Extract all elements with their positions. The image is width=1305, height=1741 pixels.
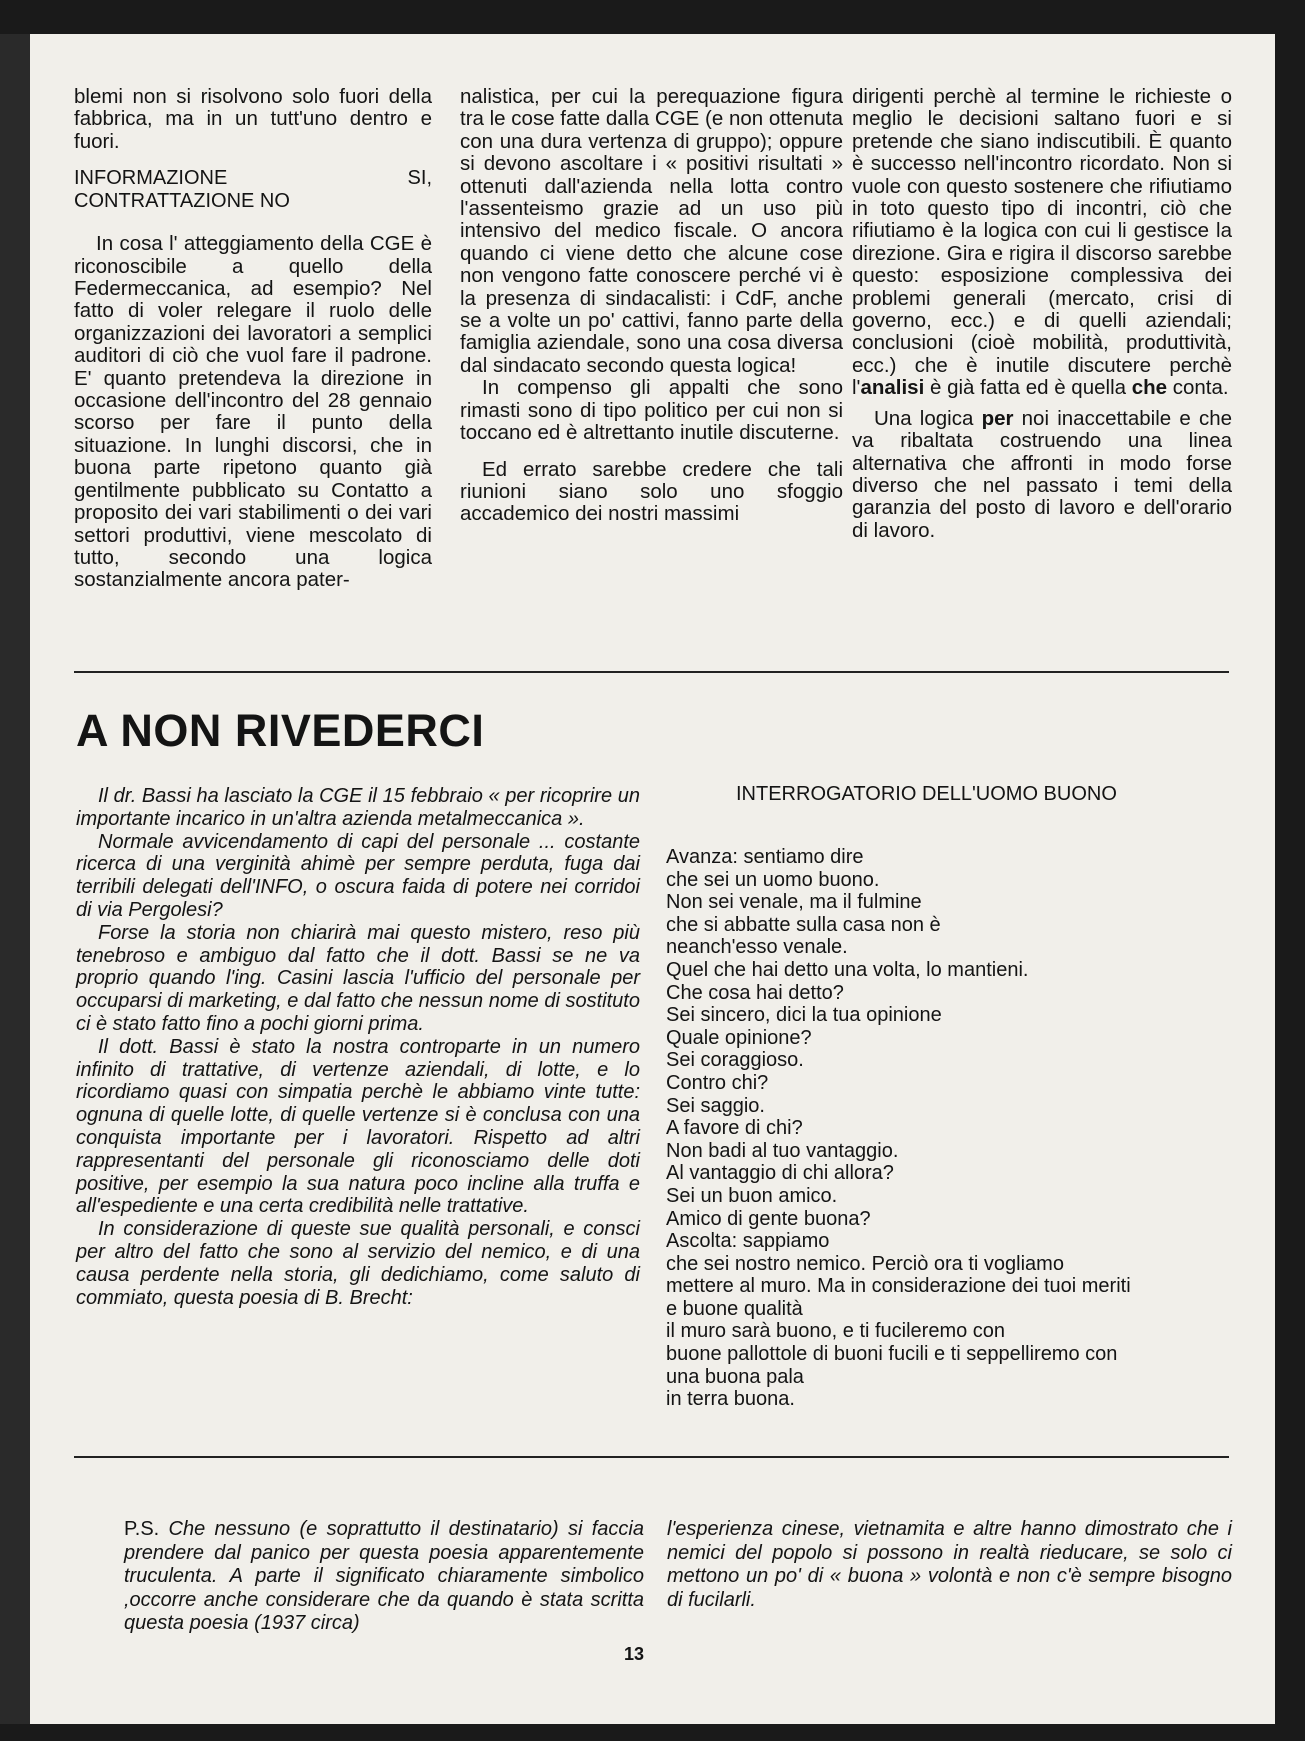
poem-line: neanch'esso venale.: [666, 936, 848, 959]
page-number: 13: [624, 1644, 645, 1664]
poem-line: Che cosa hai detto?: [666, 981, 844, 1004]
text-span: Una logica: [874, 406, 982, 430]
emphasis-text: per: [981, 406, 1014, 430]
section-divider: [74, 1456, 1229, 1458]
poem-line: Amico di gente buona?: [666, 1207, 871, 1230]
text-span: dirigenti perchè al termine le richieste o meglio le decisioni saltano fuori e si pretende che siano indiscutibili. È quanto è successo nell'incontro ricordato. Non si vuole con questo sostenere che rifiutiamo in toto questo tipo di incontri, ciò che rifiutiamo è la logica con cui li gestisce la direzione. Gira e rigira il discorso sarebbe questo: esposizione complessiva dei problemi generali (mercato, crisi di governo, ecc.) e di quelli aziendali; conclusioni (cioè mobilità, produttività, ecc.) che è inutile discutere perchè l': [852, 85, 1232, 400]
poem-line: una buona pala: [666, 1365, 804, 1388]
article-paragraph: Forse la storia non chiarirà mai questo mistero, reso più tenebroso e ambiguo dal fatto che il dott. Bassi se ne va proprio quando l'ing. Casini lascia l'ufficio del personale per occuparsi di marketing, e dal fatto che nessun nome di sostituto ci è stato fatto fino a pochi giorni prima.: [76, 921, 640, 1035]
poem-line: A favore di chi?: [666, 1117, 803, 1140]
poem-line: Ascolta: sappiamo: [666, 1230, 830, 1253]
poem-lines: [666, 846, 1246, 1411]
column-paragraph: Ed errato sarebbe credere che tali riunioni siano solo uno sfoggio accademico dei nostri massimi: [460, 457, 843, 526]
poem-line: Sei sincero, dici la tua opinione: [666, 1004, 942, 1027]
text-span: conta.: [1167, 376, 1229, 400]
postscript-text: Che nessuno (e soprattutto il destinatario) si faccia prendere dal panico per questa poesia apparentemente truculenta. A parte il significato chiaramente simbolico ,occorre anche considerare che da quando è stata scritta questa poesia (1937 circa): [124, 1518, 644, 1634]
poem-line: che sei nostro nemico. Perciò ora ti vogliamo: [666, 1252, 1064, 1275]
article-body: [76, 785, 640, 1309]
poem-line: in terra buona.: [666, 1388, 795, 1411]
poem-line: Quale opinione?: [666, 1026, 812, 1049]
article-paragraph: Il dott. Bassi è stato la nostra controparte in un numero infinito di trattative, di vertenze aziendali, di lotte, e lo ricordiamo quasi con simpatia perchè le abbiamo vinte tutte: ognuna di quelle lotte, di quelle vertenze si è conclusa con una conquista importante per i lavoratori. Rispetto ad altri rappresentanti del personale gli riconosciamo delle doti positive, per esempio la sua natura poco incline alla truffa e all'espediente e una certa credibilità nelle trattative.: [76, 1035, 640, 1218]
poem-line: che si abbatte sulla casa non è: [666, 913, 941, 936]
poem-line: Non sei venale, ma il fulmine: [666, 891, 922, 914]
poem-block: [666, 782, 1246, 1411]
article-title: A NON RIVEDERCI: [76, 705, 485, 756]
poem-line: Sei saggio.: [666, 1094, 765, 1117]
poem-line: buone pallottole di buoni fucili e ti seppelliremo con: [666, 1343, 1118, 1366]
poem-line: Contro chi?: [666, 1071, 769, 1094]
poem-line: il muro sarà buono, e ti fucileremo con: [666, 1320, 1006, 1343]
column-paragraph: nalistica, per cui la perequazione figura tra le cose fatte dalla CGE (e non ottenuta con una dura vertenza di gruppo); oppure si devono ascoltare i « positivi risultati » ottenuti dall'azienda nella lotta contro l'assenteismo grazie ad un uso più intensivo del medico fiscale. O ancora quando ci viene detto che alcune cose non vengono fatte conoscere perché vi è la presenza di sindacalisti: i CdF, anche se a volte un po' cattivi, fanno parte della famiglia aziendale, sono una cosa diversa dal sindacato secondo questa logica!: [460, 85, 843, 377]
column-paragraph: [852, 408, 1232, 542]
poem-line: Non badi al tuo vantaggio.: [666, 1139, 899, 1162]
poem-line: mettere al muro. Ma in considerazione dei tuoi meriti: [666, 1275, 1131, 1298]
article-paragraph: In considerazione di queste sue qualità personali, e consci per altro del fatto che sono al servizio del nemico, e di una causa perdente nella storia, gli dedichiamo, come saluto di commiato, questa poesia di B. Brecht:: [76, 1218, 640, 1309]
magazine-page: [30, 34, 1275, 1724]
article-paragraph: Normale avvicendamento di capi del personale ... costante ricerca di una verginità ahimè per sempre perduta, fuga dai terribili delegati dell'INFO, o oscura faida di potere nei corridoi di via Pergolesi?: [76, 830, 640, 921]
text-span: noi inaccettabile e che va ribaltata costruendo una linea alternativa che affronti in modo forse diverso che nel passato i temi della garanzia del posto di lavoro e dell'orario di lavoro.: [852, 406, 1233, 542]
text-column-2: [460, 86, 843, 526]
postscript-part-2: l'esperienza cinese, vietnamita e altre hanno dimostrato che i nemici del popolo si possono in realtà rieducare, se solo ci mettono un po' di « buona » volontà e non c'è sempre bisogno di fucilarli.: [667, 1518, 1232, 1611]
poem-line: Al vantaggio di chi allora?: [666, 1162, 894, 1185]
column-paragraph: In compenso gli appalti che sono rimasti sono di tipo politico per cui non si toccano ed è altrettanto inutile discuterne.: [460, 376, 843, 445]
column-paragraph: blemi non si risolvono solo fuori della fabbrica, ma in un tutt'uno dentro e fuori.: [74, 85, 432, 153]
poem-line: Avanza: sentiamo dire: [666, 846, 864, 868]
emphasis-text: analisi: [860, 376, 925, 400]
text-column-1: [74, 86, 432, 592]
column-paragraph: In cosa l' atteggiamento della CGE è riconoscibile a quello della Federmeccanica, ad esempio? Nel fatto di voler relegare il ruolo delle organizzazioni dei lavoratori a semplici auditori di ciò che vuol fare il padrone. E' quanto pretendeva la direzione in occasione dell'incontro del 28 gennaio scorso per fare il punto della situazione. In lunghi discorsi, che in buona parte ripetono quanto già gentilmente pubblicato su Contatto a proposito dei vari stabilimenti o dei vari settori produttivi, viene mescolato di tutto, secondo una logica sostanzialmente ancora pater-: [74, 232, 432, 592]
section-heading: INFORMAZIONE SI, CONTRATTAZIONE NO: [74, 167, 432, 213]
poem-line: Sei un buon amico.: [666, 1184, 838, 1207]
poem-line: che sei un uomo buono.: [666, 868, 880, 891]
poem-line: e buone qualità: [666, 1297, 803, 1320]
column-paragraph: [852, 86, 1232, 400]
emphasis-text: che: [1131, 376, 1168, 400]
postscript-part-1: [124, 1518, 644, 1636]
poem-title: INTERROGATORIO DELL'UOMO BUONO: [736, 783, 1117, 805]
text-span: è già fatta ed è quella: [924, 376, 1132, 400]
postscript-label: P.S.: [124, 1518, 160, 1540]
binding-edge: [0, 34, 30, 1724]
poem-line: Sei coraggioso.: [666, 1049, 804, 1072]
section-divider: [74, 671, 1229, 673]
article-paragraph: Il dr. Bassi ha lasciato la CGE il 15 febbraio « per ricoprire un importante incarico in un'altra azienda metalmeccanica ».: [76, 785, 640, 830]
poem-line: Quel che hai detto una volta, lo mantieni.: [666, 958, 1029, 981]
text-column-3: [852, 86, 1232, 542]
